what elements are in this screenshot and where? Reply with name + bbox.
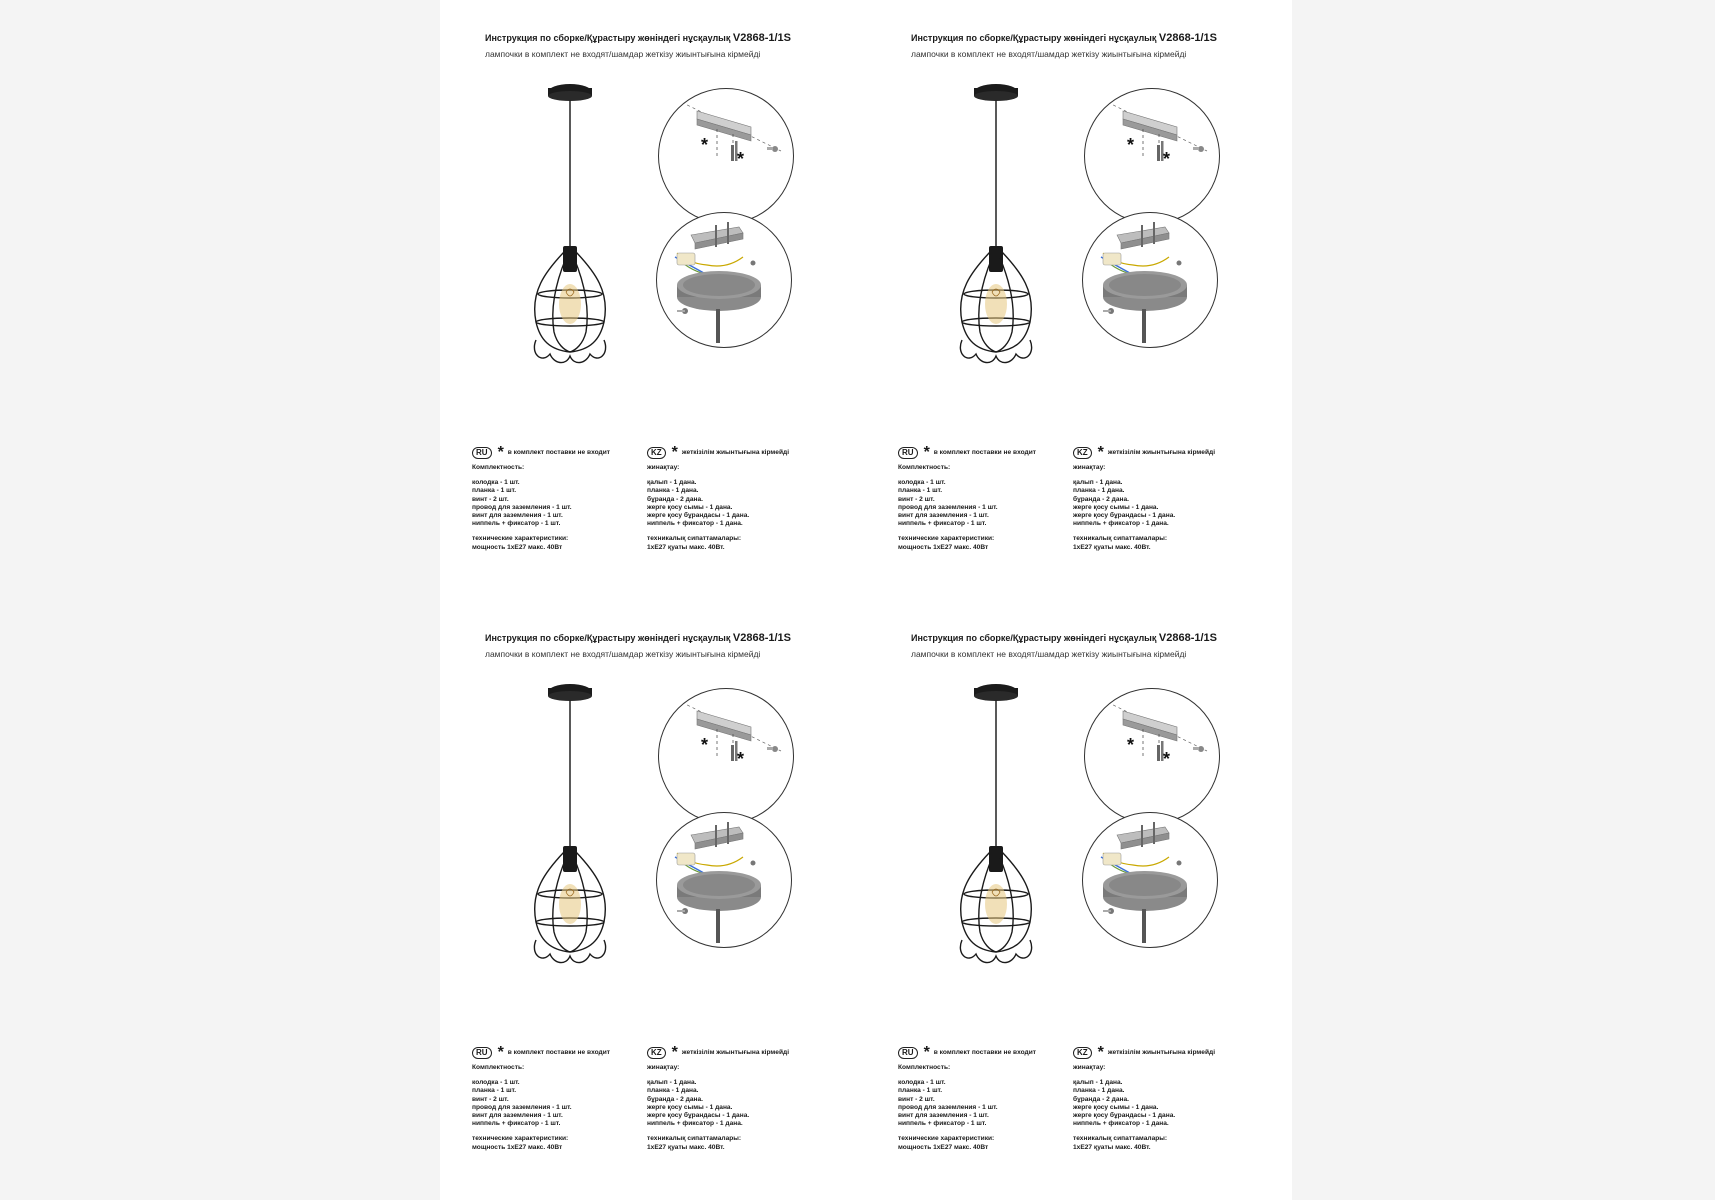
ru-badge: RU — [472, 447, 492, 459]
wiring-detail-2 — [656, 812, 792, 948]
kz-kit-item: жерге қосу сымы - 1 дана. — [647, 1103, 733, 1111]
wiring-detail-2 — [656, 212, 792, 348]
ru-section — [472, 446, 642, 552]
pendant-lamp-illustration — [946, 82, 1046, 372]
kz-kit-item: бұранда - 2 дана. — [1073, 495, 1129, 503]
ru-note: в комплект поставки не входит — [507, 448, 610, 456]
ru-spec-value: мощность 1хЕ27 макс. 40Вт — [898, 1143, 989, 1151]
kz-kit-title: жинақтау: — [1073, 464, 1106, 471]
kz-section — [1073, 446, 1273, 552]
ceiling-mount-detail-1 — [658, 688, 794, 824]
ru-kit-item: провод для заземления - 1 шт. — [472, 1103, 572, 1111]
kz-kit-item: планка - 1 дана. — [1073, 487, 1125, 495]
ru-kit-item: ниппель + фиксатор - 1 шт. — [898, 1120, 987, 1128]
kz-note: жеткізілім жиынтығына кірмейді — [681, 1048, 790, 1056]
ru-kit-item: планка - 1 шт. — [472, 487, 517, 495]
ru-spec-title: технические характеристики: — [472, 1135, 569, 1143]
ru-kit-item: ниппель + фиксатор - 1 шт. — [472, 520, 561, 528]
svg-text:*: * — [1163, 749, 1171, 769]
ru-kit-item: планка - 1 шт. — [898, 487, 943, 495]
ru-kit-item: колодка - 1 шт. — [472, 1079, 520, 1087]
kz-section — [647, 1046, 847, 1152]
kz-spec-value: 1хЕ27 қуаты макс. 40Вт. — [1073, 1143, 1151, 1151]
pendant-lamp-illustration — [520, 82, 620, 372]
ru-note: в комплект поставки не входит — [933, 448, 1036, 456]
ceiling-mount-detail-1 — [658, 88, 794, 224]
kz-kit-item: жерге қосу бұрандасы - 1 дана. — [1073, 1112, 1176, 1120]
ru-kit-list — [898, 479, 1068, 528]
kz-note: жеткізілім жиынтығына кірмейді — [1107, 448, 1216, 456]
kz-section — [1073, 1046, 1273, 1152]
ru-spec-title: технические характеристики: — [898, 535, 995, 543]
ru-kit-item: ниппель + фиксатор - 1 шт. — [472, 1120, 561, 1128]
kz-spec-title: техникалық сипаттамалары: — [1073, 535, 1168, 543]
svg-text:*: * — [737, 149, 745, 169]
ru-kit-item: винт - 2 шт. — [472, 1095, 509, 1103]
instruction-subtitle: лампочки в комплект не входят/шамдар жеткізу жиынтығына кірмейді — [911, 49, 1187, 59]
asterisk-icon: * — [923, 444, 930, 461]
svg-text:*: * — [1127, 135, 1135, 155]
ceiling-mount-detail-1 — [1084, 88, 1220, 224]
kz-kit-item: қалып - 1 дана. — [1073, 479, 1123, 487]
ru-kit-item: ниппель + фиксатор - 1 шт. — [898, 520, 987, 528]
kz-kit-item: ниппель + фиксатор - 1 дана. — [1073, 1120, 1169, 1128]
instruction-card-3 — [440, 600, 866, 1200]
kz-kit-item: планка - 1 дана. — [1073, 1087, 1125, 1095]
kz-section — [647, 446, 847, 552]
ru-kit-item: винт для заземления - 1 шт. — [472, 1112, 563, 1120]
ru-kit-list — [472, 479, 642, 528]
ru-kit-title: Комплектность: — [898, 1064, 951, 1071]
ru-kit-item: винт для заземления - 1 шт. — [898, 512, 989, 520]
ru-badge: RU — [898, 1047, 918, 1059]
kz-badge: KZ — [647, 1047, 666, 1059]
ru-kit-item: провод для заземления - 1 шт. — [898, 503, 998, 511]
kz-kit-item: қалып - 1 дана. — [647, 479, 697, 487]
pendant-lamp-illustration — [946, 682, 1046, 972]
ru-note: в комплект поставки не входит — [933, 1048, 1036, 1056]
model-number: V2868-1/1S — [732, 32, 791, 44]
kz-kit-title: жинақтау: — [647, 1064, 680, 1071]
ru-kit-item: винт - 2 шт. — [898, 1095, 935, 1103]
ru-kit-item: колодка - 1 шт. — [898, 479, 946, 487]
ru-kit-title: Комплектность: — [472, 464, 525, 471]
kz-kit-list — [647, 1079, 847, 1128]
kz-note: жеткізілім жиынтығына кірмейді — [1107, 1048, 1216, 1056]
instruction-card-1 — [440, 0, 866, 600]
ru-note: в комплект поставки не входит — [507, 1048, 610, 1056]
wiring-detail-2 — [1082, 812, 1218, 948]
kz-kit-item: ниппель + фиксатор - 1 дана. — [647, 1120, 743, 1128]
kz-kit-item: планка - 1 дана. — [647, 487, 699, 495]
instruction-title: Инструкция по сборке/Құрастыру жөніндегі нұсқаулық V2868-1/1S — [911, 632, 1217, 644]
kz-kit-item: жерге қосу сымы - 1 дана. — [1073, 503, 1159, 511]
asterisk-icon: * — [671, 1044, 678, 1061]
instruction-card-2 — [866, 0, 1292, 600]
asterisk-icon: * — [923, 1044, 930, 1061]
ru-kit-item: планка - 1 шт. — [898, 1087, 943, 1095]
ru-spec-title: технические характеристики: — [898, 1135, 995, 1143]
kz-kit-title: жинақтау: — [1073, 1064, 1106, 1071]
kz-kit-item: жерге қосу сымы - 1 дана. — [647, 503, 733, 511]
kz-note: жеткізілім жиынтығына кірмейді — [681, 448, 790, 456]
ru-spec-value: мощность 1хЕ27 макс. 40Вт — [898, 543, 989, 551]
ru-kit-item: колодка - 1 шт. — [898, 1079, 946, 1087]
ru-spec-value: мощность 1хЕ27 макс. 40Вт — [472, 543, 563, 551]
kz-spec-title: техникалық сипаттамалары: — [647, 1135, 742, 1143]
ru-kit-item: планка - 1 шт. — [472, 1087, 517, 1095]
ceiling-mount-detail-1 — [1084, 688, 1220, 824]
kz-kit-item: жерге қосу сымы - 1 дана. — [1073, 1103, 1159, 1111]
ru-kit-item: провод для заземления - 1 шт. — [898, 1103, 998, 1111]
wiring-detail-2 — [1082, 212, 1218, 348]
asterisk-icon: * — [1097, 444, 1104, 461]
kz-badge: KZ — [1073, 447, 1092, 459]
kz-kit-item: жерге қосу бұрандасы - 1 дана. — [647, 1112, 750, 1120]
kz-kit-item: планка - 1 дана. — [647, 1087, 699, 1095]
kz-badge: KZ — [647, 447, 666, 459]
ru-section — [898, 446, 1068, 552]
kz-kit-list — [1073, 1079, 1273, 1128]
svg-text:*: * — [1127, 735, 1135, 755]
model-number: V2868-1/1S — [1158, 632, 1217, 644]
svg-text:*: * — [701, 735, 709, 755]
instruction-title: Инструкция по сборке/Құрастыру жөніндегі нұсқаулық V2868-1/1S — [485, 32, 791, 44]
ru-kit-title: Комплектность: — [472, 1064, 525, 1071]
ru-kit-list — [472, 1079, 642, 1128]
svg-text:*: * — [1163, 149, 1171, 169]
kz-kit-item: бұранда - 2 дана. — [647, 495, 703, 503]
ru-badge: RU — [472, 1047, 492, 1059]
ru-kit-item: провод для заземления - 1 шт. — [472, 503, 572, 511]
kz-spec-value: 1хЕ27 қуаты макс. 40Вт. — [647, 1143, 725, 1151]
pendant-lamp-illustration — [520, 682, 620, 972]
kz-kit-item: ниппель + фиксатор - 1 дана. — [647, 520, 743, 528]
kz-kit-item: жерге қосу бұрандасы - 1 дана. — [647, 512, 750, 520]
kz-spec-value: 1хЕ27 қуаты макс. 40Вт. — [647, 543, 725, 551]
ru-kit-item: винт для заземления - 1 шт. — [472, 512, 563, 520]
instruction-card-4 — [866, 600, 1292, 1200]
kz-kit-item: бұранда - 2 дана. — [1073, 1095, 1129, 1103]
ru-kit-list — [898, 1079, 1068, 1128]
asterisk-icon: * — [497, 1044, 504, 1061]
kz-spec-title: техникалық сипаттамалары: — [1073, 1135, 1168, 1143]
kz-kit-list — [647, 479, 847, 528]
kz-kit-item: ниппель + фиксатор - 1 дана. — [1073, 520, 1169, 528]
kz-kit-item: бұранда - 2 дана. — [647, 1095, 703, 1103]
kz-kit-item: қалып - 1 дана. — [647, 1079, 697, 1087]
svg-text:*: * — [701, 135, 709, 155]
model-number: V2868-1/1S — [1158, 32, 1217, 44]
ru-kit-item: колодка - 1 шт. — [472, 479, 520, 487]
ru-kit-item: винт - 2 шт. — [472, 495, 509, 503]
asterisk-icon: * — [1097, 1044, 1104, 1061]
ru-kit-title: Комплектность: — [898, 464, 951, 471]
kz-badge: KZ — [1073, 1047, 1092, 1059]
ru-section — [472, 1046, 642, 1152]
ru-section — [898, 1046, 1068, 1152]
asterisk-icon: * — [497, 444, 504, 461]
instruction-subtitle: лампочки в комплект не входят/шамдар жеткізу жиынтығына кірмейді — [485, 49, 761, 59]
ru-badge: RU — [898, 447, 918, 459]
asterisk-icon: * — [671, 444, 678, 461]
ru-kit-item: винт для заземления - 1 шт. — [898, 1112, 989, 1120]
kz-spec-title: техникалық сипаттамалары: — [647, 535, 742, 543]
kz-spec-value: 1хЕ27 қуаты макс. 40Вт. — [1073, 543, 1151, 551]
kz-kit-list — [1073, 479, 1273, 528]
svg-text:*: * — [737, 749, 745, 769]
kz-kit-item: қалып - 1 дана. — [1073, 1079, 1123, 1087]
instruction-title: Инструкция по сборке/Құрастыру жөніндегі нұсқаулық V2868-1/1S — [911, 32, 1217, 44]
ru-spec-value: мощность 1хЕ27 макс. 40Вт — [472, 1143, 563, 1151]
instruction-subtitle: лампочки в комплект не входят/шамдар жеткізу жиынтығына кірмейді — [911, 649, 1187, 659]
model-number: V2868-1/1S — [732, 632, 791, 644]
instruction-title: Инструкция по сборке/Құрастыру жөніндегі нұсқаулық V2868-1/1S — [485, 632, 791, 644]
kz-kit-item: жерге қосу бұрандасы - 1 дана. — [1073, 512, 1176, 520]
instruction-subtitle: лампочки в комплект не входят/шамдар жеткізу жиынтығына кірмейді — [485, 649, 761, 659]
kz-kit-title: жинақтау: — [647, 464, 680, 471]
ru-spec-title: технические характеристики: — [472, 535, 569, 543]
ru-kit-item: винт - 2 шт. — [898, 495, 935, 503]
